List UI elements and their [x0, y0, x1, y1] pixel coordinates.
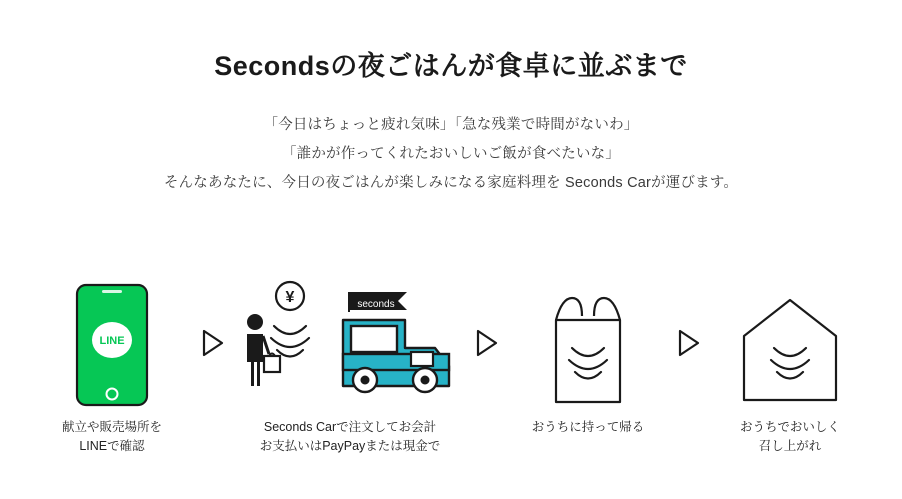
- lead-paragraph: [0, 111, 902, 198]
- yen-badge-icon: [276, 282, 304, 310]
- step-1-caption: [62, 418, 162, 457]
- step-4-caption-line-2: 召し上がれ: [758, 439, 822, 454]
- step-1-caption-line-1: 献立や販売場所を: [61, 420, 162, 434]
- step-2: [235, 280, 465, 457]
- step-2-caption-line-1: Seconds Carで注文してお会計: [263, 420, 437, 434]
- triangle-right-icon: [678, 329, 700, 357]
- truck-flag-label: seconds: [356, 299, 395, 310]
- step-3-caption: [532, 418, 645, 437]
- step-2-caption-line-2: お支払いはPayPayまたは現金で: [259, 439, 441, 454]
- lead-line-2: 「誰かが作ってくれたおいしいご飯が食べたいな」: [281, 146, 621, 162]
- food-truck-order-icon: [243, 280, 458, 406]
- line-badge-label: LINE: [99, 335, 125, 347]
- triangle-right-icon: [202, 329, 224, 357]
- steps-row: [0, 280, 902, 457]
- step-1-art: [76, 280, 148, 406]
- smartphone-line-app-icon: [76, 284, 148, 406]
- step-3-caption-line-1: おうちに持って帰る: [531, 420, 645, 434]
- arrow-1: [191, 280, 235, 406]
- truck-flag-icon: [349, 292, 407, 312]
- arrow-2: [465, 280, 509, 406]
- step-1: [33, 280, 191, 457]
- home-dish-icon: [734, 296, 846, 406]
- truck-body-icon: [343, 320, 449, 392]
- svg-text:¥: ¥: [285, 289, 294, 306]
- step-4-art: [734, 280, 846, 406]
- arrow-3: [667, 280, 711, 406]
- step-1-caption-line-2: LINEで確認: [79, 439, 145, 454]
- lead-line-1: 「今日はちょっと疲れ気味」「急な残業で時間がないわ」: [263, 117, 639, 133]
- step-4-caption-line-1: おうちでおいしく: [740, 420, 840, 434]
- step-2-caption: [260, 418, 441, 457]
- step-3-art: [538, 280, 638, 406]
- stacked-bowls-icon: [271, 326, 309, 357]
- customer-person-icon: [247, 314, 280, 386]
- step-2-art: [243, 280, 458, 406]
- step-4-caption: [740, 418, 840, 457]
- triangle-right-icon: [476, 329, 498, 357]
- page-title: Secondsの夜ごはんが食卓に並ぶまで: [214, 51, 688, 81]
- page-root: [0, 44, 902, 499]
- step-3: [509, 280, 667, 437]
- lead-line-3: そんなあなたに、今日の夜ごはんが楽しみになる家庭料理を Seconds Carが運びます。: [163, 175, 739, 191]
- shopping-bag-icon: [538, 296, 638, 406]
- step-4: [711, 280, 869, 457]
